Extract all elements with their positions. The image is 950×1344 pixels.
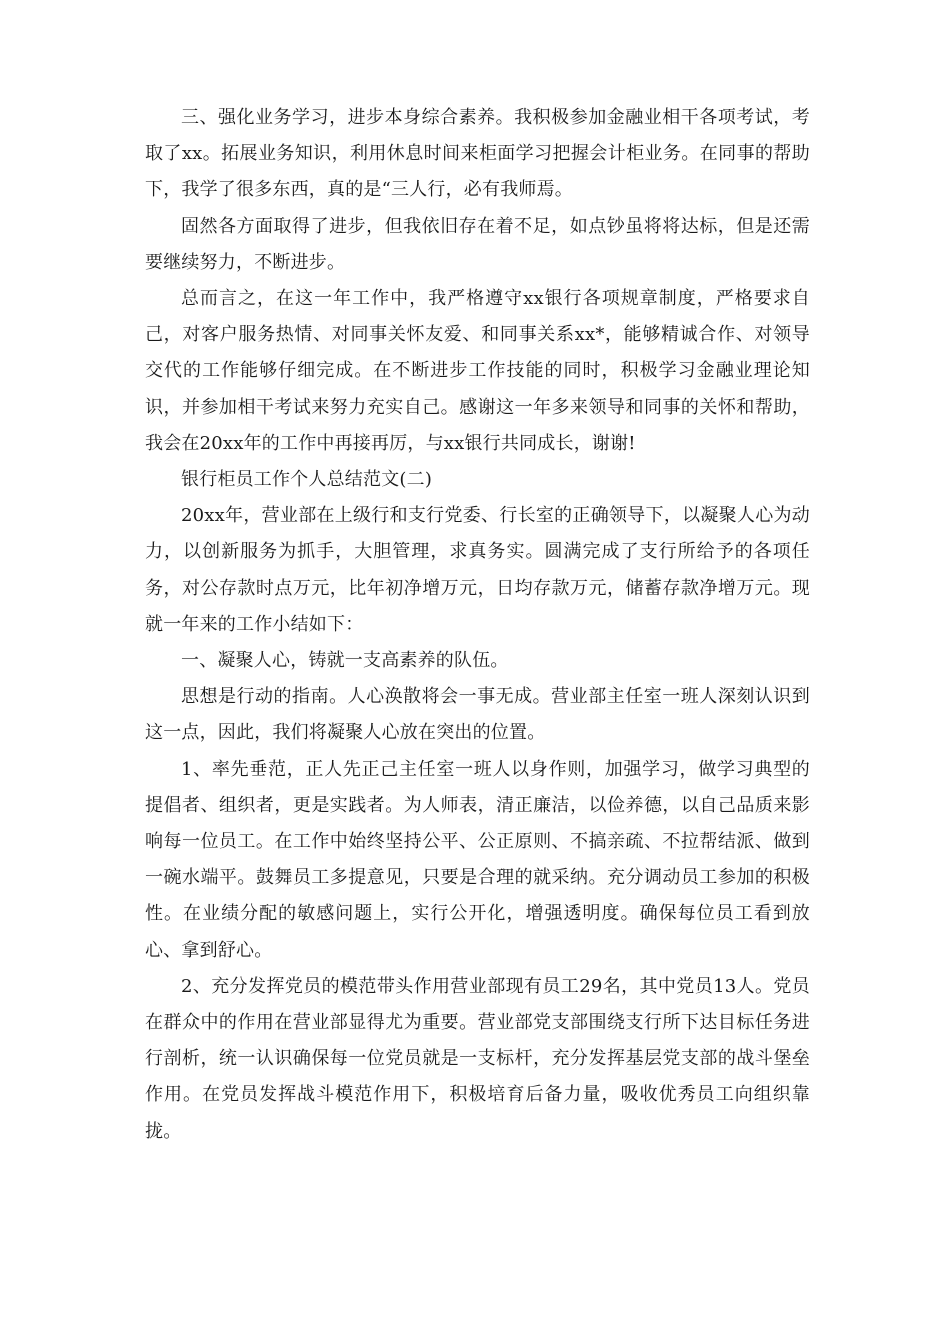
paragraph-lead-by-example: 1、率先垂范，正人先正己主任室一班人以身作则，加强学习，做学习典型的提倡者、组织者，更是实践者。为人师表，清正廉洁，以俭养德，以自己品质来影响每一位员工。在工作中始终坚持公平、公正原则、不搞亲疏、不拉帮结派、做到一碗水端平。鼓舞员工多提意见，只要是合理的就采纳。充分调动员工参加的积极性。在业绩分配的敏感问题上，实行公开化，增强透明度。确保每位员工看到放心、拿到舒心。 bbox=[145, 758, 810, 961]
paragraph-thought: 思想是行动的指南。人心涣散将会一事无成。营业部主任室一班人深刻认识到这一点，因此，我们将凝聚人心放在突出的位置。 bbox=[145, 686, 810, 744]
paragraph-study: 三、强化业务学习，进步本身综合素养。我积极参加金融业相干各项考试，考取了xx。拓展业务知识，利用休息时间来柜面学习把握会计柜业务。在同事的帮助下，我学了很多东西，真的是“三人行，必有我师焉。 bbox=[145, 107, 810, 201]
paragraph-party-members: 2、充分发挥党员的模范带头作用营业部现有员工29名，其中党员13人。党员在群众中的作用在营业部显得尤为重要。营业部党支部围绕支行所下达目标任务进行剖析，统一认识确保每一位党员就是一支标杆，充分发挥基层党支部的战斗堡垒作用。在党员发挥战斗模范作用下，积极培育后备力量，吸收优秀员工向组织靠拢。 bbox=[145, 975, 810, 1142]
document-body bbox=[145, 100, 810, 1150]
heading-rally-hearts: 一、凝聚人心，铸就一支高素养的队伍。 bbox=[181, 650, 509, 672]
paragraph-conclusion: 总而言之，在这一年工作中，我严格遵守xx银行各项规章制度，严格要求自己，对客户服务热情、对同事关怀友爱、和同事关系xx*，能够精诚合作、对领导交代的工作能够仔细完成。在不断进步工作技能的同时，积极学习金融业理论知识，并参加相干考试来努力充实自己。感谢这一年多来领导和同事的关怀和帮助，我会在20xx年的工作中再接再厉，与xx银行共同成长，谢谢! bbox=[145, 288, 810, 454]
paragraph-intro: 20xx年，营业部在上级行和支行党委、行长室的正确领导下，以凝聚人心为动力，以创新服务为抓手，大胆管理，求真务实。圆满完成了支行所给予的各项任务，对公存款时点万元，比年初净增万元，日均存款万元，储蓄存款净增万元。现就一年来的工作小结如下： bbox=[145, 505, 810, 635]
paragraph-shortcomings: 固然各方面取得了进步，但我依旧存在着不足，如点钞虽将将达标，但是还需要继续努力，不断进步。 bbox=[145, 215, 810, 273]
section-title: 银行柜员工作个人总结范文(二) bbox=[181, 469, 433, 491]
